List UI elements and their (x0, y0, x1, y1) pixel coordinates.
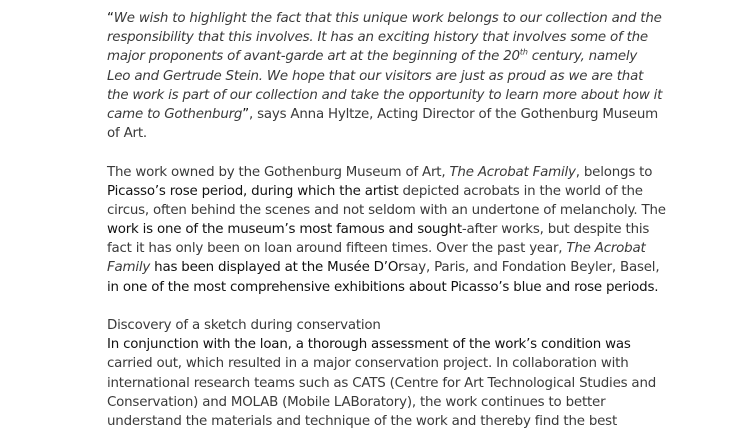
quote-text: century, namely (527, 49, 638, 65)
quote-line-4: Leo and Gertrude Stein. We hope that our visitors are just as proud as we are that (107, 68, 644, 84)
quote-line-2: responsibility that this involves. It has an exciting history that involves some of the (107, 30, 648, 46)
body-text: say, Paris, and Fondation Beyler, Basel, (403, 260, 660, 276)
quote-line-5: the work is part of our collection and take the opportunity to learn more about how it (107, 87, 663, 103)
artwork-line-7: in one of the most comprehensive exhibitions about Picasso’s blue and rose periods. (107, 279, 659, 295)
paragraph-spacer (107, 143, 643, 162)
conservation-line-3: international research teams such as CATS (Centre for Art Technological Studies and (107, 375, 657, 391)
body-text: The work owned by the Gothenburg Museum of Art, (107, 164, 450, 180)
quote-text: major proponents of avant-garde art at the beginning of the 20 (107, 49, 520, 65)
body-text: -after works, but despite this (461, 222, 650, 238)
artwork-title: Family (107, 260, 151, 276)
body-text: fact it has only been on loan around fifteen times. Over the past year, (107, 241, 567, 257)
artwork-title: The Acrobat Family (449, 164, 576, 180)
conservation-section (107, 316, 657, 431)
artwork-line-5 (107, 239, 646, 258)
open-quote-mark: “ (107, 11, 114, 26)
artwork-line-6 (107, 258, 660, 277)
attribution-text: , says Anna Hyltze, Acting Director of the Gothenburg Museum (248, 106, 658, 122)
quote-text: We wish to highlight the fact that this unique work belongs to our collection and the (113, 11, 662, 26)
quote-line-7: of Art. (107, 126, 147, 142)
quote-line-1 (107, 9, 662, 28)
paragraph-spacer (107, 297, 643, 316)
section-heading: Discovery of a sketch during conservation (107, 318, 381, 333)
conservation-line-5: understand the materials and technique of the work and thereby find the best (107, 413, 618, 429)
body-text-dark: has been displayed at the Musée D’Or (150, 260, 404, 276)
body-text: , belongs to (575, 164, 653, 180)
ordinal-suffix: th (519, 47, 528, 57)
artwork-line-3: circus, often behind the scenes and not seldom with an undertone of melancholy. The (107, 202, 666, 218)
conservation-line-2: carried out, which resulted in a major conservation project. In collaboration with (107, 356, 629, 372)
document-page (107, 9, 666, 431)
artwork-line-2 (107, 182, 643, 201)
artwork-line-1 (107, 163, 653, 182)
conservation-line-1: In conjunction with the loan, a thorough assessment of the work’s condition was (107, 337, 631, 353)
quote-paragraph (107, 9, 663, 143)
artwork-line-4 (107, 220, 650, 239)
body-text-dark: Picasso’s rose period, during which the artist (107, 183, 399, 199)
artwork-paragraph (107, 163, 666, 297)
quote-text: came to Gothenburg (107, 106, 243, 122)
close-quote-mark: ” (242, 106, 249, 122)
quote-line-6 (107, 105, 658, 124)
conservation-line-4: Conservation) and MOLAB (Mobile LABoratory), the work continues to better (107, 394, 606, 410)
artwork-title: The Acrobat (566, 241, 646, 257)
body-text: depicted acrobats in the world of the (398, 183, 643, 199)
quote-line-3 (107, 47, 643, 66)
body-text-dark: work is one of the museum’s most famous and sought (107, 222, 462, 238)
